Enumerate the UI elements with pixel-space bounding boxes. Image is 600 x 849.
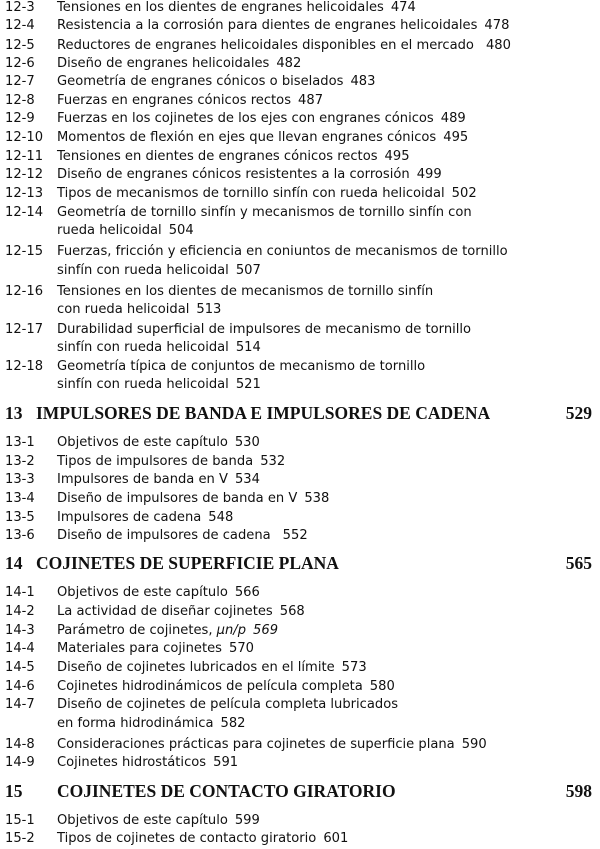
section-number: 14-9	[5, 755, 35, 770]
section-title: Diseño de engranes cónicos resistentes a la corrosión 499	[57, 167, 442, 182]
section-title: Reductores de engranes helicoidales disponibles en el mercado 480	[57, 38, 511, 53]
section-number: 14-5	[5, 660, 35, 675]
section-page: 480	[485, 38, 511, 53]
section-page: 502	[451, 186, 477, 201]
section-number: 12-5	[5, 38, 35, 53]
section-title-line1: Tensiones en los dientes de mecanismos de tornillo sinfín	[57, 284, 434, 299]
section-number: 12-18	[5, 359, 44, 374]
section-title-line2: sinfín con rueda helicoidal	[57, 263, 229, 278]
toc-entry-12-14-continuation	[57, 222, 194, 240]
toc-entry-12-15-continuation	[57, 262, 261, 280]
section-page: 507	[235, 263, 261, 278]
chapter-page: 565	[565, 553, 592, 573]
section-page: 570	[229, 641, 254, 656]
section-number: 12-13	[5, 186, 44, 201]
section-title: Momentos de flexión en ejes que llevan engranes cónicos 495	[57, 130, 469, 145]
section-title: Fuerzas en los cojinetes de los ejes con engranes cónicos 489	[57, 111, 466, 126]
section-title: Tipos de impulsores de banda 532	[57, 454, 286, 469]
section-number: 12-15	[5, 244, 44, 259]
section-title: Fuerzas en engranes cónicos rectos 487	[57, 93, 324, 108]
section-title: Resistencia a la corrosión para dientes de engranes helicoidales 478	[57, 18, 510, 33]
toc-entry-12-16-continuation	[57, 301, 221, 319]
section-title: Materiales para cojinetes 570	[57, 641, 254, 656]
section-title-line2: rueda helicoidal	[57, 223, 162, 238]
chapter-number: 15	[5, 781, 23, 801]
section-page: 590	[461, 737, 487, 752]
section-number: 14-4	[5, 641, 35, 656]
section-page: 591	[213, 755, 239, 770]
bearing-parameter-formula: μn/p	[216, 623, 247, 638]
section-page: 474	[390, 0, 416, 15]
section-title: Consideraciones prácticas para cojinetes de superficie plana 590	[57, 737, 487, 752]
section-number: 12-7	[5, 74, 35, 89]
section-page: 495	[384, 149, 410, 164]
section-title: Tensiones en dientes de engranes cónicos rectos 495	[57, 149, 410, 164]
section-title: Objetivos de este capítulo 566	[57, 585, 260, 600]
section-title: Impulsores de cadena 548	[57, 510, 234, 525]
section-page: 534	[234, 472, 260, 487]
section-title-line1: Durabilidad superficial de impulsores de mecanismo de tornillo	[57, 322, 472, 337]
section-title: Objetivos de este capítulo 599	[57, 813, 260, 828]
section-title: Parámetro de cojinetes, μn/p 569	[57, 623, 279, 638]
section-page: 489	[440, 111, 466, 126]
section-number: 12-12	[5, 167, 44, 182]
section-title-line1: Fuerzas, fricción y eficiencia en coniuntos de mecanismos de tornillo	[57, 244, 508, 259]
section-page: 580	[369, 679, 395, 694]
section-number: 12-14	[5, 205, 44, 220]
chapter-page: 598	[565, 781, 592, 801]
section-page: 504	[168, 223, 194, 238]
section-number: 13-5	[5, 510, 35, 525]
section-number: 15-2	[5, 831, 35, 846]
section-title: Tensiones en los dientes de engranes helicoidales 474	[57, 0, 416, 15]
section-number: 12-3	[5, 0, 35, 15]
section-title: Tipos de mecanismos de tornillo sinfín con rueda helicoidal 502	[57, 186, 477, 201]
section-page: 532	[260, 454, 286, 469]
section-title-line1: Geometría típica de conjuntos de mecanismo de tornillo	[57, 359, 426, 374]
section-title: Diseño de impulsores de banda en V 538	[57, 491, 330, 506]
chapter-page: 529	[565, 403, 592, 423]
chapter-number: 13	[5, 403, 23, 423]
section-title-line1: Diseño de cojinetes de película completa lubricados	[57, 697, 399, 712]
section-page: 552	[282, 528, 308, 543]
section-number: 12-10	[5, 130, 44, 145]
section-page: 513	[196, 302, 222, 317]
section-title: Diseño de impulsores de cadena 552	[57, 528, 308, 543]
section-title-line1: Geometría de tornillo sinfín y mecanismos de tornillo sinfín con	[57, 205, 472, 220]
section-number: 12-6	[5, 56, 35, 71]
chapter-title: COJINETES DE SUPERFICIE PLANA	[36, 553, 339, 573]
section-page: 569	[253, 623, 279, 638]
section-number: 13-1	[5, 435, 35, 450]
section-number: 12-16	[5, 284, 44, 299]
section-number: 12-17	[5, 322, 44, 337]
section-title: La actividad de diseñar cojinetes 568	[57, 604, 305, 619]
section-title: Geometría de engranes cónicos o biselados 483	[57, 74, 376, 89]
section-page: 573	[341, 660, 367, 675]
chapter-title: COJINETES DE CONTACTO GIRATORIO	[57, 781, 396, 801]
section-page: 499	[416, 167, 442, 182]
section-page: 548	[208, 510, 234, 525]
section-number: 12-4	[5, 18, 35, 33]
section-page: 568	[279, 604, 305, 619]
section-number: 13-6	[5, 528, 35, 543]
section-page: 538	[304, 491, 330, 506]
section-number: 12-8	[5, 93, 35, 108]
section-number: 14-1	[5, 585, 35, 600]
section-title: Cojinetes hidrostáticos 591	[57, 755, 239, 770]
section-number: 15-1	[5, 813, 35, 828]
section-title-line2: sinfín con rueda helicoidal	[57, 377, 229, 392]
section-title-line2: en forma hidrodinámica	[57, 716, 214, 731]
chapter-title: IMPULSORES DE BANDA E IMPULSORES DE CADENA	[36, 403, 491, 423]
section-page: 582	[220, 716, 246, 731]
toc-entry-12-18-continuation	[57, 376, 261, 394]
section-number: 13-3	[5, 472, 35, 487]
section-number: 14-6	[5, 679, 35, 694]
section-title-line2: con rueda helicoidal	[57, 302, 190, 317]
section-title: Diseño de cojinetes lubricados en el límite 573	[57, 660, 367, 675]
toc-entry-14-7-continuation	[57, 715, 245, 733]
section-page: 566	[234, 585, 260, 600]
section-number: 13-2	[5, 454, 35, 469]
section-title: Impulsores de banda en V 534	[57, 472, 260, 487]
section-title: Diseño de engranes helicoidales 482	[57, 56, 302, 71]
section-title: Cojinetes hidrodinámicos de película completa 580	[57, 679, 395, 694]
section-number: 12-11	[5, 149, 44, 164]
section-page: 599	[234, 813, 260, 828]
section-page: 483	[350, 74, 376, 89]
section-number: 14-2	[5, 604, 35, 619]
section-number: 13-4	[5, 491, 35, 506]
section-page: 495	[443, 130, 469, 145]
section-page: 521	[235, 377, 261, 392]
section-title: Tipos de cojinetes de contacto giratorio 601	[57, 831, 349, 846]
section-title: Objetivos de este capítulo 530	[57, 435, 260, 450]
section-page: 514	[235, 340, 261, 355]
section-title-line2: sinfín con rueda helicoidal	[57, 340, 229, 355]
section-page: 530	[234, 435, 260, 450]
section-number: 14-8	[5, 737, 35, 752]
chapter-number: 14	[5, 553, 23, 573]
section-page: 487	[298, 93, 324, 108]
section-page: 478	[484, 18, 510, 33]
section-page: 482	[276, 56, 302, 71]
section-number: 14-3	[5, 623, 35, 638]
toc-entry-12-17-continuation	[57, 339, 261, 357]
section-number: 12-9	[5, 111, 35, 126]
section-page: 601	[323, 831, 349, 846]
section-number: 14-7	[5, 697, 35, 712]
